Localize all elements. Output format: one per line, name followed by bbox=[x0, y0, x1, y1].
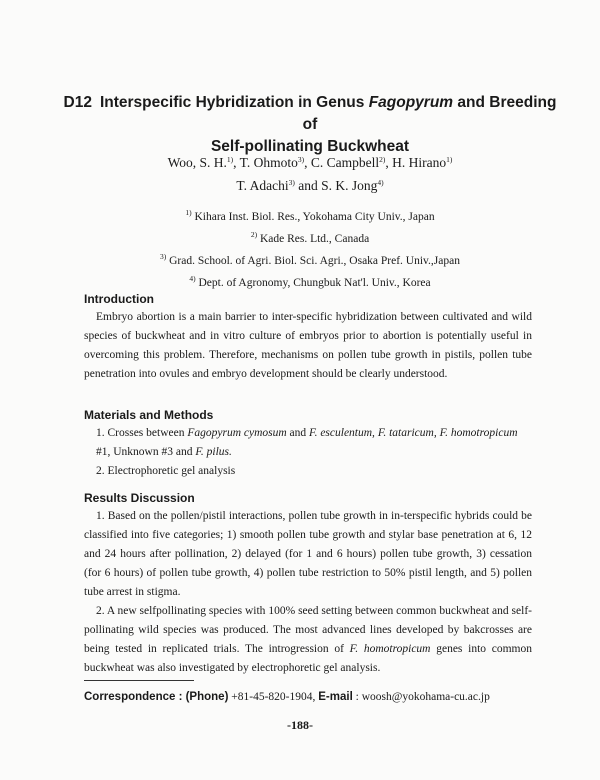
methods-text: #1, Unknown #3 and bbox=[96, 446, 196, 458]
abstract-code: D12 bbox=[63, 94, 92, 111]
page-number: -188- bbox=[287, 718, 313, 732]
results-paragraph-2 bbox=[84, 602, 532, 678]
affiliation-sup: 3) bbox=[160, 252, 167, 261]
results-section bbox=[84, 489, 532, 678]
paper-title bbox=[60, 92, 560, 158]
introduction-body: Embryo abortion is a main barrier to inter-specific hybridization between cultivated and wild species of buckwheat and in vitro culture of embryos prior to abortion is potentially useful in overcoming this problem. Therefore, mechanisms on pollen tube growth in pistils, pollen tube penetration into ovules and embryo development should be clearly understood. bbox=[84, 311, 532, 380]
affiliation-list bbox=[60, 204, 560, 292]
species-name: F. homotropicum bbox=[349, 643, 431, 655]
author-name: C. Campbell bbox=[310, 155, 380, 170]
methods-item-2: 2. Electrophoretic gel analysis bbox=[96, 465, 236, 477]
affiliation-text: Dept. of Agronomy, Chungbuk Nat'l. Univ., Korea bbox=[198, 277, 431, 289]
author-name: S. K. Jong bbox=[321, 178, 378, 193]
title-part-2: and Breeding of bbox=[302, 94, 557, 133]
affiliation-item bbox=[60, 226, 560, 248]
affiliation-sup: 4) bbox=[189, 274, 196, 283]
author-sup: 1) bbox=[226, 155, 234, 164]
author-list bbox=[60, 150, 560, 196]
title-genus: Fagopyrum bbox=[368, 94, 454, 111]
species-name: F. esculentum, bbox=[309, 427, 375, 439]
author-line-1: Woo, S. H.$^{1)}$, T. Ohmoto$^{3)}$, C. Campbell$^{2)}$, H. Hirano$^{1)}$ bbox=[167, 155, 453, 170]
author-sup: 1) bbox=[446, 155, 453, 164]
affiliation-sup: 1) bbox=[185, 208, 192, 217]
correspondence-label: Correspondence : (Phone) bbox=[84, 691, 229, 703]
affiliation-text: Grad. School. of Agri. Biol. Sci. Agri., Osaka Pref. Univ.,Japan bbox=[169, 255, 460, 267]
author-name: Woo, S. H. bbox=[167, 155, 227, 170]
email-label: E-mail bbox=[318, 691, 353, 703]
affiliation-item bbox=[60, 270, 560, 292]
results-paragraph-1: 1. Based on the pollen/pistil interactions, pollen tube growth in in-terspecific hybrids could be classified into five categories; 1) smooth pollen tube growth and stylar base penetration at 6, 12 and 24 hours after pollination, 2) delayed (for 1 and 6 hours) pollen tube growth, 3) cessation (for 6 hours) of pollen tube growth, 4) pollen tube restriction to 50% pistil length, and 5) pollen tube arrest in stigma. bbox=[84, 510, 532, 598]
author-sup: 2) bbox=[379, 155, 386, 164]
correspondence-line bbox=[84, 688, 544, 706]
results-text: genes into common buckwheat was also investigated by electrophoretic gel analysis. bbox=[84, 643, 532, 674]
methods-section bbox=[84, 406, 532, 481]
author-sup: 4) bbox=[377, 178, 384, 187]
methods-text: 1. Crosses between bbox=[96, 427, 188, 439]
affiliation-item bbox=[60, 248, 560, 270]
footnote-divider bbox=[84, 680, 194, 681]
author-and: and bbox=[298, 178, 318, 193]
affiliation-text: Kade Res. Ltd., Canada bbox=[259, 233, 370, 245]
species-name: F. tataricum, bbox=[377, 427, 437, 439]
introduction-heading: Introduction bbox=[84, 292, 154, 306]
species-name: F. homotropicum bbox=[439, 427, 518, 439]
title-line-2: Self-pollinating Buckwheat bbox=[210, 138, 410, 155]
author-name: T. Adachi bbox=[236, 178, 289, 193]
author-name: H. Hirano bbox=[392, 155, 447, 170]
correspondence-email: : woosh@yokohama-cu.ac.jp bbox=[352, 691, 490, 703]
author-name: T. Ohmoto bbox=[239, 155, 298, 170]
results-text: 2. A new selfpollinating species with 100% seed setting between common buckwheat and self-pollinating wild species was produced. The most advanced lines developed by bakcrosses are being tested in replicated trials. The introgression of bbox=[84, 605, 532, 655]
methods-text: and bbox=[286, 427, 310, 439]
affiliation-text: Kihara Inst. Biol. Res., Yokohama City Univ., Japan bbox=[194, 211, 435, 223]
author-sup: 3) bbox=[288, 178, 295, 187]
species-name: Fagopyrum cymosum bbox=[187, 427, 287, 439]
author-sup: 3) bbox=[297, 155, 305, 164]
introduction-section bbox=[84, 290, 532, 384]
title-line-1 bbox=[60, 92, 560, 136]
correspondence-phone: +81-45-820-1904, bbox=[228, 691, 319, 703]
species-name: F. pilus. bbox=[195, 446, 232, 458]
affiliation-sup: 2) bbox=[250, 230, 258, 239]
methods-item-1 bbox=[84, 424, 532, 462]
results-heading: Results Discussion bbox=[84, 491, 195, 505]
author-line-2 bbox=[60, 173, 560, 196]
title-part-1: Interspecific Hybridization in Genus bbox=[99, 94, 369, 111]
affiliation-item bbox=[60, 204, 560, 226]
methods-heading: Materials and Methods bbox=[84, 408, 214, 422]
